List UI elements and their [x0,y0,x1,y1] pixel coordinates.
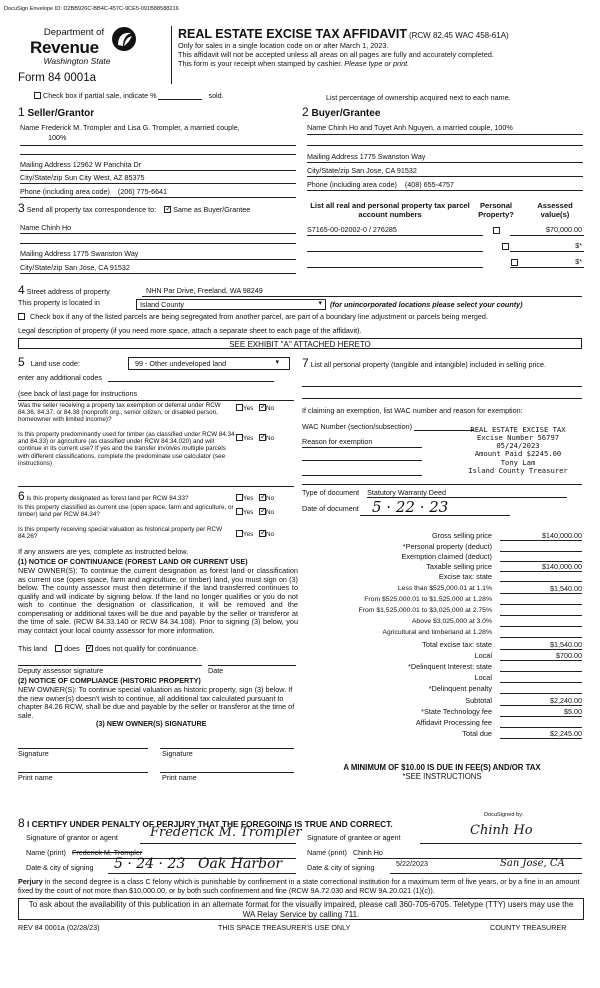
forest-question: Is this property designated as forest land per RCW 84.33? [26,495,189,502]
seller-mailing-value[interactable]: 12962 W Panchita Dr [72,160,142,169]
does-not-label: does not qualify for continuance. [94,644,199,653]
segregated-checkbox[interactable] [18,313,25,320]
corr-city-value[interactable]: San Jose, CA 91532 [64,263,130,272]
corr-city-row [20,264,130,272]
land-use-row [18,356,80,370]
county-select[interactable] [136,299,326,310]
s6q3-yes-label: Yes [243,531,254,538]
grantee-sig-label: Signature of grantee or agent [307,833,401,842]
tax-row-value[interactable] [500,618,582,627]
grantor-name-value[interactable]: Frederick M. Trompler [71,848,143,857]
buyer-city-value[interactable]: San Jose, CA 91532 [351,166,417,175]
tax-row-label: *Personal property (deduct) [402,542,492,551]
tax-row-value[interactable] [500,663,582,672]
certify-text: I CERTIFY UNDER PENALTY OF PERJURY THAT THE FOREGOING IS TRUE AND CORRECT. [27,819,393,829]
s6q2-options [236,508,274,516]
doc-type-label: Type of document [302,488,360,497]
grantee-city-value[interactable]: San Jose, CA [500,858,565,869]
tax-row-label: Gross selling price [431,531,492,540]
tax-row-value[interactable]: $1,540.00 [500,585,582,594]
corr-mailing-value[interactable]: 1775 Swanston Way [72,249,139,258]
buyer-phone-label: Phone (including area code) [307,180,397,189]
buyer-city-label: City/State/zip [307,166,350,175]
s6q2-no-checkbox[interactable] [259,508,266,515]
seller-phone-value[interactable]: (206) 775-6641 [117,187,168,196]
parcels-header-list: List all real and personal property tax parcel account numbers [310,201,470,219]
additional-codes-input[interactable] [108,374,274,382]
new-owner-sig-1: Signature [18,749,49,758]
tax-row-label: Total due [462,729,492,738]
parcel-row-1-personal-checkbox[interactable] [493,227,500,234]
section4-number: 4 [18,283,25,297]
see-instructions: *SEE INSTRUCTIONS [402,772,482,781]
land-use-label: Land use code: [30,359,80,368]
q2-no-label: No [266,435,275,442]
tax-row-label: Agricultural and timberland at 1.28% [382,629,492,636]
stamp-line5: Tony Lam [500,457,536,467]
notice1-text: NEW OWNER(S): To continue the current designation as forest land or classification as current use (open space, farm and agriculture, or timber) land, you must sign on (3) below. The county assessor must then determine if the land transferred continues to qualify and will indicate by signing below. If the land no longer qualifies or you do not wish to continue the designation or classification, it will be removed and the compensating or additional taxes will be due and payable by the seller or transferor at the time of sale. (RCW 84.33.140 or RCW 84.34.108). Prior to signing (3) below, you may contact your local county assessor for more information. [18,566,298,635]
does-not-checkbox[interactable] [86,645,93,652]
legal-label: Legal description of property (if you need more space, attach a separate sheet to each page of the affidavit). [18,326,362,335]
seller-phone-label: Phone (including area code) [20,187,110,196]
dept-line3: Washington State [43,56,111,67]
tax-row-value[interactable] [500,674,582,683]
street-row [18,284,110,298]
dor-logo [30,28,142,67]
parcel-row-1-number[interactable]: S7165-00-02002-0 / 276285 [307,225,397,234]
q2-yes-label: Yes [243,435,254,442]
unincorporated-note: (for unincorporated locations please select your county) [330,300,523,309]
seller-heading: Seller/Grantor [27,108,95,119]
tax-row-label: Local [474,673,492,682]
grantor-name-label: Name (print) [26,848,66,857]
buyer-mailing-label: Mailing Address [307,152,358,161]
seller-name-value2[interactable]: 100% [48,133,67,142]
grantor-sig-label: Signature of grantor or agent [26,833,118,842]
buyer-phone-value[interactable]: (408) 655-4757 [404,180,455,189]
buyer-name-value[interactable]: Chinh Ho and Tuyet Anh Nguyen, a married couple, 100% [328,123,513,132]
buyer-phone-row [307,181,454,189]
notice1-title: (1) NOTICE OF CONTINUANCE (FOREST LAND OR CURRENT USE) [18,557,248,566]
tax-row-value[interactable] [500,553,582,562]
tax-row-label: Excise tax: state [438,572,492,581]
tax-row-label: From $525,000.01 to $1,525,000 at 1.28% [364,596,492,603]
does-label: does [64,644,80,653]
partial-sale-checkbox[interactable] [34,92,41,99]
seller-city-row [20,174,145,182]
doc-date-label: Date of document [302,504,359,513]
section7-row [302,357,582,371]
q1-no-label: No [266,405,275,412]
new-owner-sig-2: Signature [162,749,193,758]
parcel-row-1-value[interactable]: $70,000.00 [546,225,582,234]
s6q3-no-checkbox[interactable] [259,530,266,537]
treasurer-stamp [452,426,584,475]
q2-options [236,434,274,442]
tax-row-value[interactable]: $700.00 [500,652,582,661]
land-use-value: 99 - Other undeveloped land [135,359,227,368]
tax-row-label: Total excise tax: state [422,640,492,649]
this-land-label: This land [18,644,48,653]
seller-name-value[interactable]: Frederick M. Trompler and Lisa G. Trompler, a married couple, [41,123,240,132]
envelope-id: DocuSign Envelope ID: D2BB926C-BB4C-457C-9CE5-091B88588216 [4,6,179,12]
q1-yes-checkbox[interactable] [236,404,243,411]
segregated-note: Check box if any of the listed parcels are being segregated from another parcel, are part of a boundary line adjustment or parcels being merged. [30,312,488,321]
q2-yes-checkbox[interactable] [236,434,243,441]
header-line3: This form is your receipt when stamped by cashier. [178,59,343,68]
grantor-date-value[interactable]: 5 · 24 · 23 [114,856,186,872]
exemption-question: Was the seller receiving a property tax exemption or deferral under RCW 84.36, 84.37, or 84.38 (nonprofit org., senior citizen, or disabled person, homeowner with limited income)? [18,402,221,424]
header-line2: This affidavit will not be accepted unless all areas on all pages are fully and accurately completed. [178,50,494,59]
county-treasurer-label: COUNTY TREASURER [490,923,567,932]
buyer-heading: Buyer/Grantee [311,108,381,119]
corr-name-value[interactable]: Chinh Ho [41,223,72,232]
land-use-select[interactable] [128,357,290,370]
tax-row-label: From $1,525,000.01 to $3,025,000 at 2.75% [358,607,492,614]
grantor-date-label: Date & city of signing [26,863,94,872]
stamp-line2: Excise Number 56797 [476,433,560,443]
grantee-date-label: Date & city of signing [307,863,375,872]
dept-line2: Revenue [30,37,99,57]
section5-number: 5 [18,355,25,369]
grantee-signature[interactable]: Chinh Ho [470,823,533,838]
grantor-signature[interactable]: Frederick M. Trompler [150,825,302,840]
section6-number: 6 [18,489,25,503]
seller-mailing-row [20,161,141,169]
s6q3-yes-checkbox[interactable] [236,530,243,537]
section8-number: 8 [18,816,25,830]
tax-row-label: *Delinquent penalty [428,684,492,693]
seller-name-row [20,124,240,132]
ownership-note: List percentage of ownership acquired next to each name. [326,93,511,102]
s6q1-options [236,494,274,502]
section7-label: List all personal property (tangible and intangible) included in selling price. [310,360,547,369]
tax-row-value[interactable] [500,685,582,694]
tax-row-value[interactable] [500,719,582,728]
form-title-ref: (RCW 82.45 WAC 458-61A) [408,31,509,40]
grantee-name-value[interactable]: Chinh Ho [352,848,383,857]
county-value: Island County [140,300,184,309]
doc-type-row [302,489,567,498]
s6q1-yes-checkbox[interactable] [236,494,243,501]
s6q2-yes-checkbox[interactable] [236,508,243,515]
s6q2-no-label: No [266,509,275,516]
tax-row-value[interactable] [500,629,582,638]
dept-line1: Department of [43,27,105,38]
correspondence-row [18,202,250,216]
section3-number: 3 [18,201,25,215]
continuance-row [18,645,198,653]
wac-row [302,423,474,431]
notice2-text: NEW OWNER(S): To continue special valuation as historic property, sign (3) below. If the new owner(s) doesn't wish to continue, all additional tax calculated pursuant to chapter 84.26 RCW, shall be due and payable by the seller or transferor at the time of sale. [18,685,295,720]
tax-row-value[interactable] [500,543,582,552]
new-owner-print-1: Print name [18,773,53,782]
dor-emblem-icon [111,26,137,52]
seller-city-value[interactable]: Sun City West, AZ 85375 [64,173,145,182]
segregated-row [18,313,488,321]
buyer-heading-row [302,106,380,120]
same-as-buyer-checkbox[interactable] [164,206,171,213]
form-title-row [178,27,509,41]
tax-row-value[interactable]: $5.00 [500,708,582,717]
tax-row-value[interactable] [500,596,582,605]
does-checkbox[interactable] [55,645,62,652]
notice2-title: (2) NOTICE OF COMPLIANCE (HISTORIC PROPERTY) [18,676,201,685]
legal-description-value: SEE EXHIBIT "A" ATTACHED HERETO [229,340,371,349]
s6q2-yes-label: Yes [243,509,254,516]
section2-number: 2 [302,105,309,119]
accessibility-note: To ask about the availability of this publication in an alternate format for the visually impaired, please call 360-705-6705. Teletype (TTY) users may use the WA Relay Service by calling 711. [18,898,584,920]
header-line1: Only for sales in a single location code on or after March 1, 2023. [178,41,389,50]
forest-question-row [18,490,189,504]
section1-number: 1 [18,105,25,119]
q1-no-checkbox[interactable] [259,404,266,411]
deputy-date-label: Date [208,666,224,675]
s6q3-no-label: No [266,531,275,538]
form-title: REAL ESTATE EXCISE TAX AFFIDAVIT [178,27,407,41]
timber-question: Is this property predominantly used for timber (as classified under RCW 84.34 and 84.33) or agriculture (as classified under RCW 84.34.020) and will continue in its current use? If yes and the transfer involves multiple parcels with different classifications, complete the predominate use calculator (see instructions) [18,431,235,467]
q1-yes-label: Yes [243,405,254,412]
header-line3-italic: Please type or print. [344,59,410,68]
legal-description-box[interactable] [18,338,582,349]
street-value[interactable]: NHN Par Drive, Freeland, WA 98249 [146,286,263,295]
section7-number: 7 [302,356,309,370]
chevron-down-icon: ▾ [318,300,322,307]
q2-no-checkbox[interactable] [259,434,266,441]
tax-row-label: Local [474,651,492,660]
buyer-name-row [307,124,513,132]
rev-label: REV 84 0001a (02/28/23) [18,923,100,932]
parcel-row-2-personal-checkbox[interactable] [502,243,509,250]
chevron-down-icon: ▾ [275,359,279,366]
buyer-name-label: Name [307,123,327,132]
seller-city-label: City/State/zip [20,173,63,182]
minimum-note: A MINIMUM OF $10.00 IS DUE IN FEE(S) AND/OR TAX [343,763,541,772]
notice3-title: (3) NEW OWNER(S) SIGNATURE [96,719,207,728]
q1-options [236,404,274,412]
s6q1-yes-label: Yes [243,495,254,502]
stamp-line1: REAL ESTATE EXCISE TAX [470,425,566,434]
exemption-wac-question: If claiming an exemption, list WAC number and reason for exemption: [302,406,523,415]
s6q1-no-label: No [266,495,275,502]
partial-sale-row [34,92,224,100]
tax-row-label: Affidavit Processing fee [415,718,492,727]
grantee-name-row [307,849,383,857]
s6q1-no-checkbox[interactable] [259,494,266,501]
wac-label: WAC Number (section/subsection) [302,422,412,431]
corr-mailing-row [20,250,138,258]
seller-mailing-label: Mailing Address [20,160,71,169]
tax-row-value[interactable] [500,607,582,616]
tax-row-value[interactable]: $2,245.00 [500,730,582,739]
tax-row-label: Less than $525,000.01 at 1.1% [397,585,492,592]
reason-label: Reason for exemption [302,437,373,446]
tax-row-label: Above $3,025,000 at 3.0% [411,618,492,625]
seller-name-label: Name [20,123,40,132]
tax-row-label: Exemption claimed (deduct) [401,552,492,561]
stamp-line3: 05/24/2023 [496,441,540,451]
grantor-city-value[interactable]: Oak Harbor [198,856,283,872]
additional-codes-row [18,374,274,382]
buyer-city-row [307,167,417,175]
docusigned-label: DocuSigned by: [484,812,524,818]
partial-sale-percent[interactable] [158,92,202,100]
located-label: This property is located in [18,298,100,307]
parcels-header-value: Assessed value(s) [537,201,573,219]
seller-heading-row [18,106,94,120]
additional-codes-label: enter any additional codes [18,373,102,382]
corr-name-label: Name [20,223,40,232]
doc-type-value[interactable]: Statutory Warranty Deed [367,489,567,498]
partial-sale-label: Check box if partial sale, indicate % [43,91,157,100]
deputy-sig-label: Deputy assessor signature [18,666,104,675]
parcels-header-personal: Personal Property? [478,201,514,219]
treasurer-use-label: THIS SPACE TREASURER'S USE ONLY [218,923,351,932]
tax-row-value[interactable]: $2,240.00 [500,697,582,706]
partial-sale-suffix: sold. [208,91,224,100]
if-yes-note: If any answers are yes, complete as instructed below. [18,547,189,556]
corr-mailing-label: Mailing Address [20,249,71,258]
doc-date-value[interactable]: 5 · 22 · 23 [372,498,449,516]
stamp-line4: Amount Paid $2245.00 [474,449,562,459]
perjury-note [18,878,584,895]
corr-name-row [20,224,71,232]
historic-question: Is this property receiving special valuation as historical property per RCW 84.26? [18,526,223,541]
same-as-buyer-label: Same as Buyer/Grantee [173,205,251,214]
seller-phone-row [20,188,167,196]
parcel-row-2-value[interactable]: $* [575,241,582,250]
form-number: Form 84 0001a [18,72,96,84]
correspondence-label: Send all property tax correspondence to: [26,205,157,214]
tax-row-label: *Delinquent Interest: state [408,662,492,671]
street-label: Street address of property [26,287,110,296]
see-back-note: (see back of last page for instructions [18,389,138,398]
tax-row-value[interactable] [500,573,582,582]
grantee-name-label: Name (print) [307,848,347,857]
tax-row-value[interactable]: $1,540.00 [500,641,582,650]
parcel-row-3-value[interactable]: $* [575,257,582,266]
current-use-question: Is this property classified as current use (open space, farm and agriculture, or timber) land per RCW 84.34? [18,504,234,519]
s6q3-options [236,530,274,538]
buyer-mailing-row [307,153,425,161]
tax-row-label: Taxable selling price [426,562,492,571]
tax-row-label: *State Technology fee [421,707,492,716]
stamp-line6: Island County Treasurer [468,465,568,475]
perjury-bold: Perjury [18,877,43,886]
perjury-text: in the second degree is a class C felony which is punishable by confinement in a state correctional institution for a maximum term of five years, or by a fine in an amount fixed by the court of not more than $10,000.00, or by both such confinement and fine (RCW 9A.72.030 and RCW 9A.20.021 (1)(c)). [18,877,580,895]
grantee-date-value[interactable]: 5/22/2023 [396,859,428,868]
tax-row-value[interactable]: $140,000.00 [500,563,582,572]
corr-city-label: City/State/zip [20,263,63,272]
new-owner-print-2: Print name [162,773,197,782]
tax-row-value[interactable]: $140,000.00 [500,532,582,541]
buyer-mailing-value[interactable]: 1775 Swanston Way [359,152,426,161]
tax-row-label: Subtotal [465,696,492,705]
header-line3-row [178,60,409,68]
